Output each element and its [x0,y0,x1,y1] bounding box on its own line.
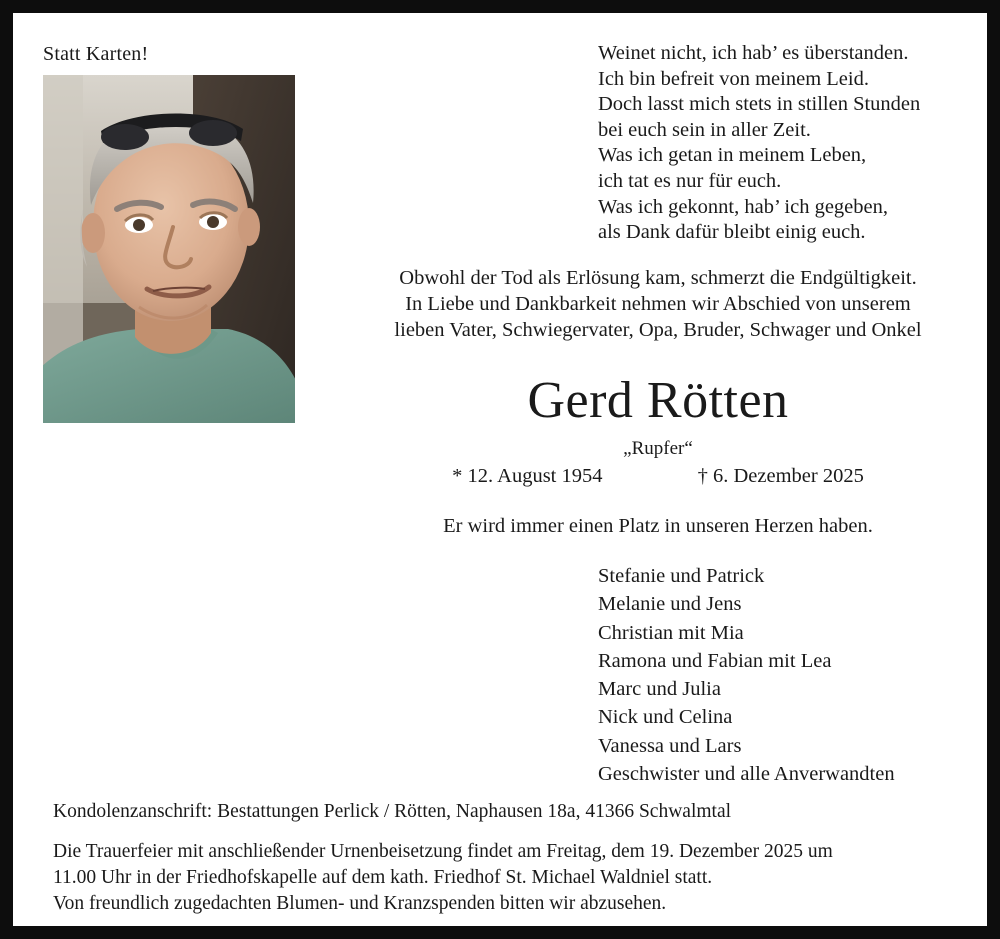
family-member: Nick und Celina [598,706,733,729]
family-member: Marc und Julia [598,678,721,701]
family-member: Vanessa und Lars [598,734,742,757]
intro-text [333,265,983,343]
poem-line: bei euch sein in aller Zeit. [598,118,811,141]
poem-line: Doch lasst mich stets in stillen Stunden [598,93,921,116]
portrait-photo [43,75,295,423]
poem-line: Ich bin befreit von meinem Leid. [598,67,869,90]
funeral-line: Die Trauerfeier mit anschließender Urnenbeisetzung findet am Freitag, dem 19. Dezember 2025 um [53,841,833,862]
family-member: Ramona und Fabian mit Lea [598,649,832,672]
funeral-details [53,839,983,917]
intro-line: Obwohl der Tod als Erlösung kam, schmerzt die Endgültigkeit. [399,267,917,289]
family-member: Melanie und Jens [598,593,742,616]
family-member: Geschwister und alle Anverwandten [598,763,895,786]
memory-line: Er wird immer einen Platz in unseren Herzen haben. [443,515,873,537]
poem-line: Was ich gekonnt, hab’ ich gegeben, [598,195,888,218]
family-member: Stefanie und Patrick [598,565,765,587]
portrait-image [43,75,295,423]
family-list [598,562,988,788]
poem-line: ich tat es nur für euch. [598,169,782,192]
condolence-address: Kondolenzanschrift: Bestattungen Perlick / Rötten, Naphausen 18a, 41366 Schwalmtal [53,801,732,822]
life-dates [333,465,983,488]
poem-block [598,41,988,246]
intro-line: In Liebe und Dankbarkeit nehmen wir Abschied von unserem [405,293,911,315]
funeral-line: Von freundlich zugedachten Blumen- und Kranzspenden bitten wir abzusehen. [53,893,667,914]
funeral-line: 11.00 Uhr in der Friedhofskapelle auf dem kath. Friedhof St. Michael Waldniel statt. [53,867,713,888]
deceased-name: Gerd Rötten [527,372,789,429]
statt-karten-label: Statt Karten! [43,43,149,65]
poem-line: Weinet nicht, ich hab’ es überstanden. [598,42,909,64]
deceased-nickname: „Rupfer“ [623,438,693,459]
intro-line: lieben Vater, Schwiegervater, Opa, Bruder, Schwager und Onkel [394,319,922,341]
death-date: † 6. Dezember 2025 [697,465,864,487]
notice-inner [13,13,987,926]
poem-line: als Dank dafür bleibt einig euch. [598,221,866,244]
family-member: Christian mit Mia [598,621,744,644]
birth-date: * 12. August 1954 [452,465,603,487]
poem-line: Was ich getan in meinem Leben, [598,144,867,167]
